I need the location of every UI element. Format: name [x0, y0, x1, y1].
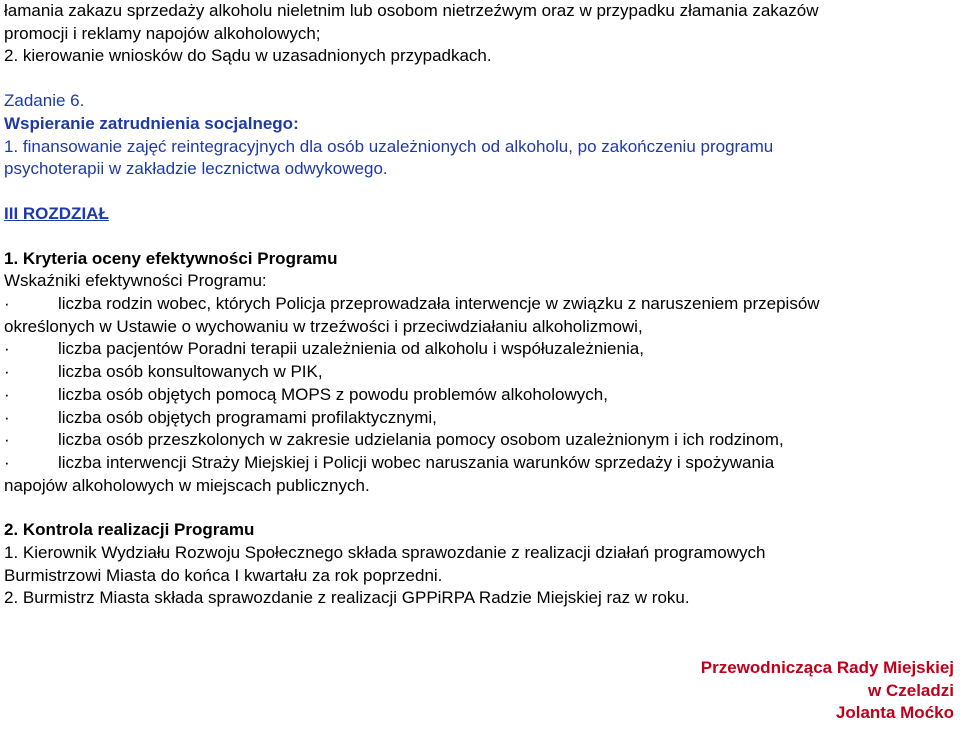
- bullet-mark: ·: [4, 452, 10, 472]
- bullet-mark: ·: [4, 294, 10, 314]
- bullet-text: liczba pacjentów Poradni terapii uzależnienia od alkoholu i współuzależnienia,: [58, 339, 644, 359]
- criteria-bullet-4: [4, 384, 954, 407]
- signature-block: [701, 657, 954, 725]
- bullet-text: liczba osób objętych programami profilaktycznymi,: [58, 407, 437, 427]
- intro-line-3: 2. kierowanie wniosków do Sądu w uzasadnionych przypadkach.: [4, 46, 492, 66]
- criteria-bullet-7-continuation: napojów alkoholowych w miejscach publicznych.: [4, 475, 370, 495]
- chapter-title: III ROZDZIAŁ: [4, 203, 109, 223]
- criteria-bullet-3: [4, 361, 954, 384]
- criteria-bullet-5: [4, 407, 954, 430]
- bullet-text: liczba rodzin wobec, których Policja przeprowadzała interwencje w związku z naruszeniem przepisów: [58, 294, 820, 314]
- intro-line-2: promocji i reklamy napojów alkoholowych;: [4, 23, 321, 43]
- criteria-bullet-1-continuation: określonych w Ustawie o wychowaniu w trzeźwości i przeciwdziałaniu alkoholizmowi,: [4, 316, 643, 336]
- spacer: [4, 181, 954, 203]
- bullet-mark: ·: [4, 384, 10, 404]
- task6-item1-line1: 1. finansowanie zajęć reintegracyjnych dla osób uzależnionych od alkoholu, po zakończeniu programu: [4, 136, 774, 156]
- control-item2: 2. Burmistrz Miasta składa sprawozdanie z realizacji GPPiRPA Radzie Miejskiej raz w roku.: [4, 588, 690, 608]
- bullet-text: liczba interwencji Straży Miejskiej i Policji wobec naruszania warunków sprzedaży i spożywania: [58, 452, 775, 472]
- control-heading: 2. Kontrola realizacji Programu: [4, 520, 255, 540]
- intro-line-1: łamania zakazu sprzedaży alkoholu nieletnim lub osobom nietrzeźwym oraz w przypadku złamania zakazów: [4, 1, 819, 20]
- bullet-text: liczba osób objętych pomocą MOPS z powodu problemów alkoholowych,: [58, 384, 608, 404]
- signature-place: w Czeladzi: [868, 680, 954, 700]
- bullet-mark: ·: [4, 339, 10, 359]
- task6-subtitle: Wspieranie zatrudnienia socjalnego:: [4, 113, 299, 133]
- criteria-bullet-7: [4, 452, 954, 475]
- task6-item1-line2: psychoterapii w zakładzie lecznictwa odwykowego.: [4, 159, 388, 179]
- spacer: [4, 497, 954, 519]
- bullet-mark: ·: [4, 362, 10, 382]
- criteria-intro: Wskaźniki efektywności Programu:: [4, 271, 267, 291]
- signature-name: Jolanta Moćko: [835, 703, 954, 723]
- spacer: [4, 226, 954, 248]
- signature-title: Przewodnicząca Rady Miejskiej: [700, 658, 954, 677]
- criteria-bullet-6: [4, 429, 954, 452]
- control-item1-line2: Burmistrzowi Miasta do końca I kwartału za rok poprzedni.: [4, 565, 443, 585]
- bullet-mark: ·: [4, 407, 10, 427]
- bullet-text: liczba osób przeszkolonych w zakresie udzielania pomocy osobom uzależnionym i ich rodzinom,: [58, 430, 784, 450]
- bullet-text: liczba osób konsultowanych w PIK,: [58, 362, 323, 382]
- criteria-bullet-1: [4, 293, 954, 316]
- task6-title: Zadanie 6.: [4, 91, 85, 111]
- criteria-bullet-2: [4, 338, 954, 361]
- control-item1-line1: 1. Kierownik Wydziału Rozwoju Społecznego składa sprawozdanie z realizacji działań programowych: [4, 543, 766, 563]
- document-page: [4, 0, 954, 610]
- bullet-mark: ·: [4, 430, 10, 450]
- spacer: [4, 68, 954, 90]
- criteria-heading: 1. Kryteria oceny efektywności Programu: [4, 248, 338, 268]
